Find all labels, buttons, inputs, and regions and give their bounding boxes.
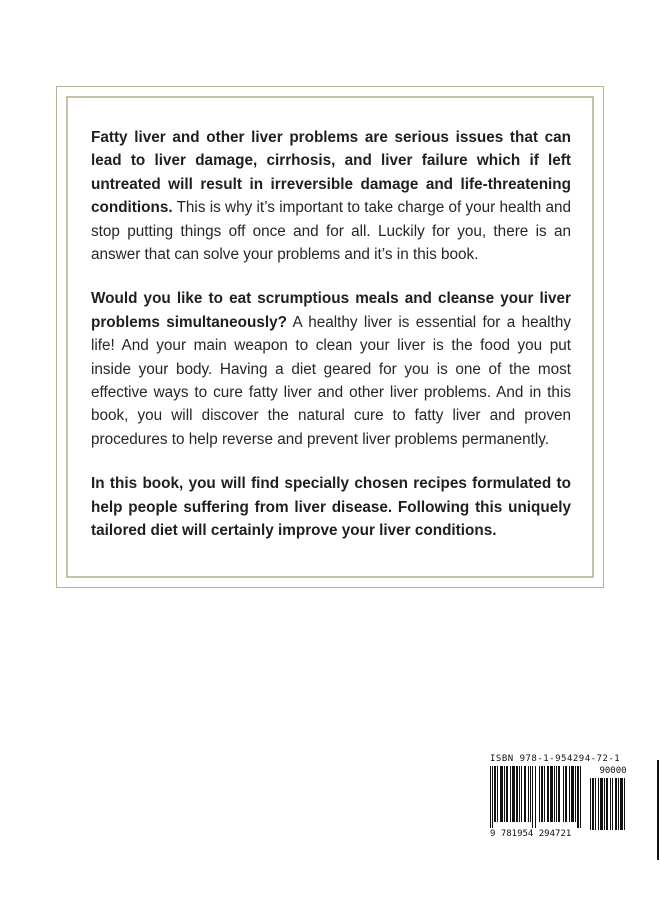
barcode-bar [600,778,603,830]
ean-barcode-bars [490,766,588,828]
barcode-bar [528,766,529,822]
barcode-bar [595,778,596,830]
barcode-bar [500,766,503,822]
barcode-bar [612,778,613,830]
paragraph-3 [91,472,571,542]
barcode-bar [563,766,564,822]
page-edge-line [657,760,659,860]
barcode-bar [516,766,518,822]
barcode-bar [580,766,581,828]
paragraph-3-bold: In this book, you will find specially chosen recipes formulated to help people suffering from liver disease. Following this uniquely tailored diet will certainly improve your liver conditions. [91,475,571,540]
barcode-bar [524,766,526,822]
barcode-bar [512,766,515,822]
paragraph-1-bold: Fatty liver and other liver problems are serious issues that can lead to liver damage, cirrhosis, and liver failure which if left untreated will result in irreversible damage and life-threatening conditions. [91,129,571,217]
barcode-bar [598,778,599,830]
barcode-bar [544,766,545,822]
barcode-bar [615,778,617,830]
paragraph-2 [91,287,571,451]
barcode-bar [506,766,508,822]
paragraph-1 [91,126,571,266]
barcode-bar [575,766,576,822]
barcode-bar [510,766,511,822]
paragraph-2-bold: Would you like to eat scrumptious meals and cleanse your liver problems simultaneously? [91,290,571,331]
barcode-bar [592,778,594,830]
barcode-bar [550,766,553,822]
barcode-bar [606,778,608,830]
barcode-bar [521,766,522,822]
addon-barcode-bars [590,778,636,836]
barcode-bar [490,766,491,828]
addon-code: 90000 [599,766,627,776]
barcode-bar [547,766,549,822]
barcode-bar [504,766,505,822]
barcode-bar [492,766,493,828]
barcode-bar [494,766,496,822]
ean-digits: 9 781954 294721 [490,829,572,839]
description-text-block [91,126,571,564]
barcode-bar [556,766,557,822]
barcode-bar [565,766,567,822]
barcode-bar [541,766,543,822]
barcode-bar [569,766,570,822]
paragraph-1-text: This is why it’s important to take charge of your health and stop putting things off once and for all. Luckily for you, there is an answer that can solve your problems and it’s in this book. [91,199,571,264]
barcode-bar [620,778,623,830]
barcode-bar [577,766,579,828]
barcode-bar [530,766,531,822]
barcode-bar [539,766,540,822]
isbn-barcode [490,752,636,844]
barcode-bar [535,766,536,828]
barcode-bar [590,778,591,830]
barcode-bar [604,778,605,830]
barcode-bar [618,778,619,830]
barcode-bar [571,766,574,822]
barcode-bar [558,766,560,822]
barcode-bar [624,778,625,830]
barcode-bar [519,766,520,822]
barcode-bar [610,778,611,830]
barcode-bar [497,766,498,822]
isbn-label: ISBN 978-1-954294-72-1 [490,754,621,764]
barcode-bar [532,766,533,828]
paragraph-2-text: A healthy liver is essential for a healthy life! And your main weapon to clean your liver is the food you put inside your body. Having a diet geared for you is one of the most effective ways to cure fatty liver and other liver problems. And in this book, you will discover the natural cure to fatty liver and proven procedures to help reverse and prevent liver problems permanently. [91,313,571,448]
barcode-bar [554,766,555,822]
